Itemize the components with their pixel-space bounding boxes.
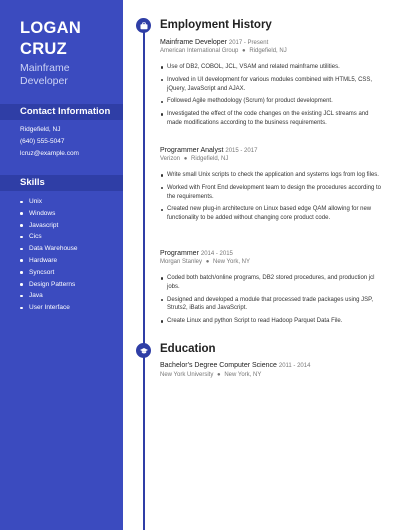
job-bullet: Worked with Front End development team to design the procedures according to the requirements.: [160, 184, 384, 202]
education-degree: Bachelor's Degree Computer Science: [160, 362, 277, 369]
job-company-line: [160, 48, 287, 54]
location-pin-icon: ●: [217, 372, 221, 378]
first-name: LOGAN: [20, 19, 82, 37]
education-heading: Education: [160, 343, 216, 355]
graduation-cap-icon: [136, 343, 151, 358]
job-bullets: [160, 171, 384, 223]
job-bullet: Involved in UI development for various modules combined with HTML5, CSS, jQuery, JavaScript and AJAX.: [160, 76, 384, 94]
skill-item: User Interface: [20, 302, 78, 314]
job-company-line: [160, 259, 250, 265]
job-location: Ridgefield, NJ: [190, 156, 229, 162]
location-pin-icon: ●: [242, 48, 246, 54]
job-bullet: Investigated the effect of the code changes on the existing JCL streams and made modifications according to the business requirements.: [160, 110, 384, 128]
contact-email[interactable]: lcruz@example.com: [20, 150, 79, 157]
skill-item: Data Warehouse: [20, 243, 78, 255]
job-company-line: [160, 156, 228, 162]
skill-item: Cics: [20, 231, 78, 243]
contact-heading: Contact Information: [0, 104, 123, 120]
job-bullet: Designed and developed a module that processed trade packages using JSP, Struts2, iBatis and JavaScript.: [160, 296, 384, 314]
last-name: CRUZ: [20, 40, 68, 58]
job-dates: 2017 - Present: [228, 40, 269, 46]
education-location: New York, NY: [224, 372, 262, 378]
job-title: Mainframe Developer: [160, 39, 227, 46]
skill-item: Java: [20, 290, 78, 302]
location-pin-icon: ●: [183, 156, 188, 162]
education-school-line: [160, 372, 261, 378]
skill-item: Unix: [20, 196, 78, 208]
job-bullet: Coded both batch/online programs, DB2 stored procedures, and production jcl jobs.: [160, 274, 384, 292]
job-dates: 2015 - 2017: [225, 148, 258, 154]
contact-location: Ridgefield, NJ: [20, 126, 61, 133]
skill-item: Windows: [20, 208, 78, 220]
job-title: Programmer: [160, 250, 199, 257]
skill-item: Syncsort: [20, 267, 78, 279]
job-location: New York, NY: [213, 259, 251, 265]
skill-item: Javascript: [20, 220, 78, 232]
job-title: Programmer Analyst: [160, 147, 224, 154]
skills-heading: Skills: [0, 175, 123, 191]
job-location: Ridgefield, NJ: [249, 48, 287, 54]
job-header: [160, 147, 257, 154]
job-company: Verizon: [160, 156, 181, 162]
job-header: [160, 39, 268, 46]
job-bullet: Create Linux and python Script to read Hadoop Parquet Data File.: [160, 317, 384, 326]
skills-list: [20, 196, 78, 314]
timeline-line: [143, 26, 145, 530]
job-company: American International Group: [160, 48, 239, 54]
job-title: Mainframe Developer: [20, 62, 70, 87]
job-company: Morgan Stanley: [160, 259, 203, 265]
job-bullet: Use of DB2, COBOL, JCL, VSAM and related mainframe utilities.: [160, 63, 384, 72]
education-header: [160, 362, 310, 369]
job-bullet: Followed Agile methodology (Scrum) for product development.: [160, 97, 384, 106]
sidebar: [0, 0, 123, 530]
location-pin-icon: ●: [205, 259, 210, 265]
skill-item: Hardware: [20, 255, 78, 267]
job-bullet: Write small Unix scripts to check the application and systems logs from log files.: [160, 171, 384, 180]
education-dates: 2011 - 2014: [278, 363, 311, 369]
job-bullets: [160, 274, 384, 326]
job-dates: 2014 - 2015: [200, 251, 233, 257]
contact-phone: (640) 555-5047: [20, 138, 65, 145]
candidate-name: [20, 18, 81, 60]
education-school: New York University: [160, 372, 214, 378]
job-bullet: Created new plug-in architecture on Linux based edge QAM allowing for new functionality to be added without changing core product code.: [160, 205, 384, 223]
employment-heading: Employment History: [160, 19, 272, 31]
skill-item: Design Patterns: [20, 279, 78, 291]
briefcase-icon: [136, 18, 151, 33]
job-bullets: [160, 63, 384, 128]
job-header: [160, 250, 233, 257]
